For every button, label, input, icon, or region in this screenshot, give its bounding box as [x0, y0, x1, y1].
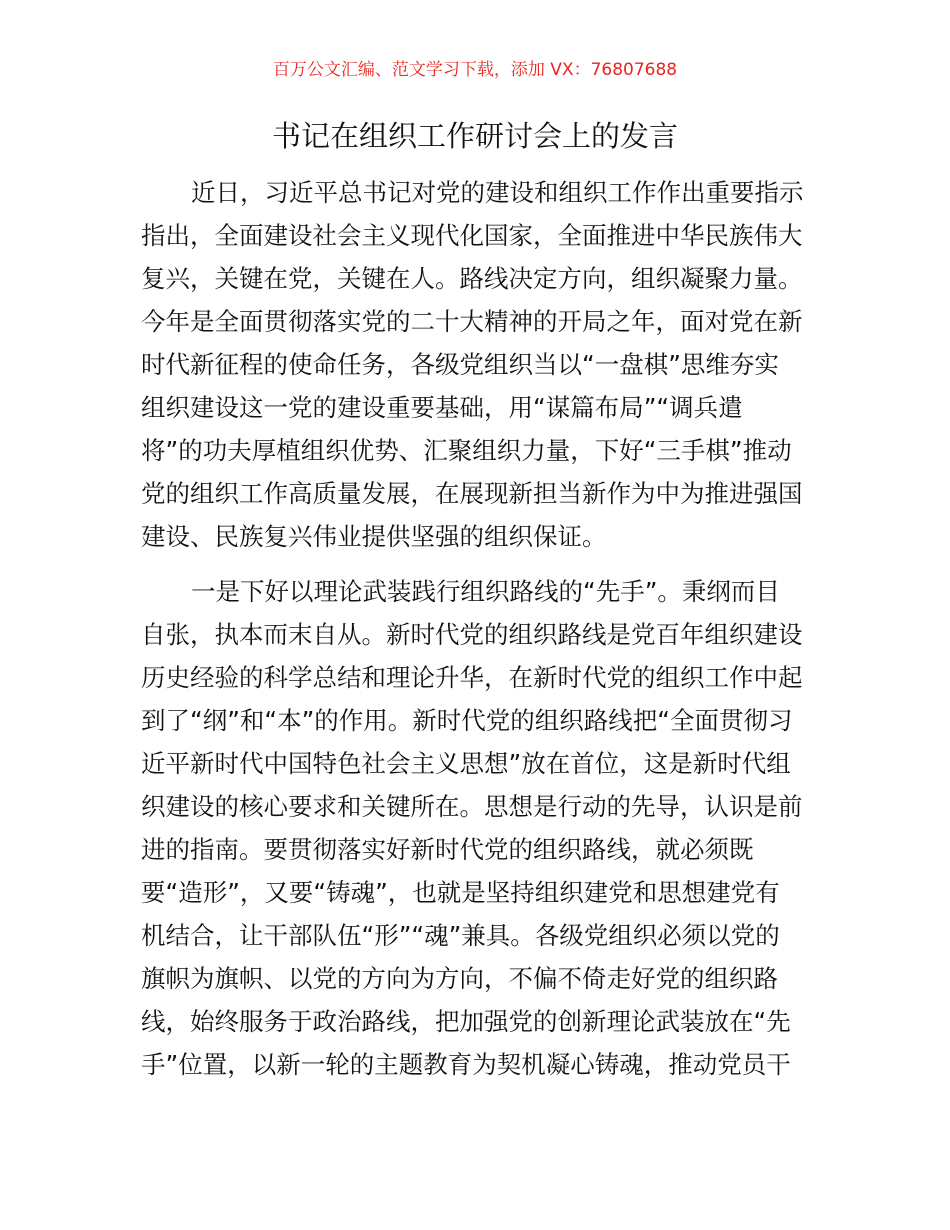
text-line: 一是下好以理论武装践行组织路线的“先手”。秉纲而目 — [191, 577, 780, 606]
text-line: 时代新征程的使命任务，各级党组织当以“一盘棋”思维夯实 — [141, 350, 779, 379]
text-line: 要“造形”，又要“铸魂”，也就是坚持组织建党和思想建党有 — [141, 878, 780, 907]
text-line: 织建设的核心要求和关键所在。思想是行动的先导，认识是前 — [141, 792, 803, 821]
text-line: 党的组织工作高质量发展，在展现新担当新作为中为推进强国 — [141, 479, 803, 508]
text-line: 旗帜为旗帜、以党的方向为方向，不偏不倚走好党的组织路 — [141, 964, 778, 993]
text-line: 复兴，关键在党，关键在人。路线决定方向，组织凝聚力量。 — [141, 264, 803, 293]
text-line: 历史经验的科学总结和理论升华，在新时代党的组织工作中起 — [141, 663, 803, 692]
text-line: 近日，习近平总书记对党的建设和组织工作作出重要指示 — [191, 178, 804, 207]
text-line: 进的指南。要贯彻落实好新时代党的组织路线，就必须既 — [141, 835, 754, 864]
text-line: 近平新时代中国特色社会主义思想”放在首位，这是新时代组 — [141, 749, 791, 778]
text-line: 建设、民族复兴伟业提供坚强的组织保证。 — [141, 522, 607, 551]
watermark-banner: 百万公文汇编、范文学习下载，添加 VX：76807688 — [272, 60, 678, 80]
document-title: 书记在组织工作研讨会上的发言 — [271, 119, 678, 153]
text-line: 自张，执本而末自从。新时代党的组织路线是党百年组织建设 — [141, 620, 803, 649]
text-line: 手”位置，以新一轮的主题教育为契机凝心铸魂，推动党员干 — [141, 1050, 791, 1079]
paragraph-intro — [141, 171, 813, 558]
text-line: 机结合，让干部队伍“形”“魂”兼具。各级党组织必须以党的 — [141, 921, 780, 950]
paragraph-point-one — [141, 570, 813, 1086]
text-line: 将”的功夫厚植组织优势、汇聚组织力量，下好“三手棋”推动 — [141, 436, 792, 465]
text-line: 组织建设这一党的建设重要基础，用“谋篇布局”“调兵遣 — [141, 393, 743, 422]
text-line: 到了“纲”和“本”的作用。新时代党的组织路线把“全面贯彻习 — [141, 706, 793, 735]
text-line: 今年是全面贯彻落实党的二十大精神的开局之年，面对党在新 — [141, 307, 803, 336]
text-line: 指出，全面建设社会主义现代化国家，全面推进中华民族伟大 — [141, 221, 803, 250]
text-line: 线，始终服务于政治路线，把加强党的创新理论武装放在“先 — [141, 1007, 791, 1036]
